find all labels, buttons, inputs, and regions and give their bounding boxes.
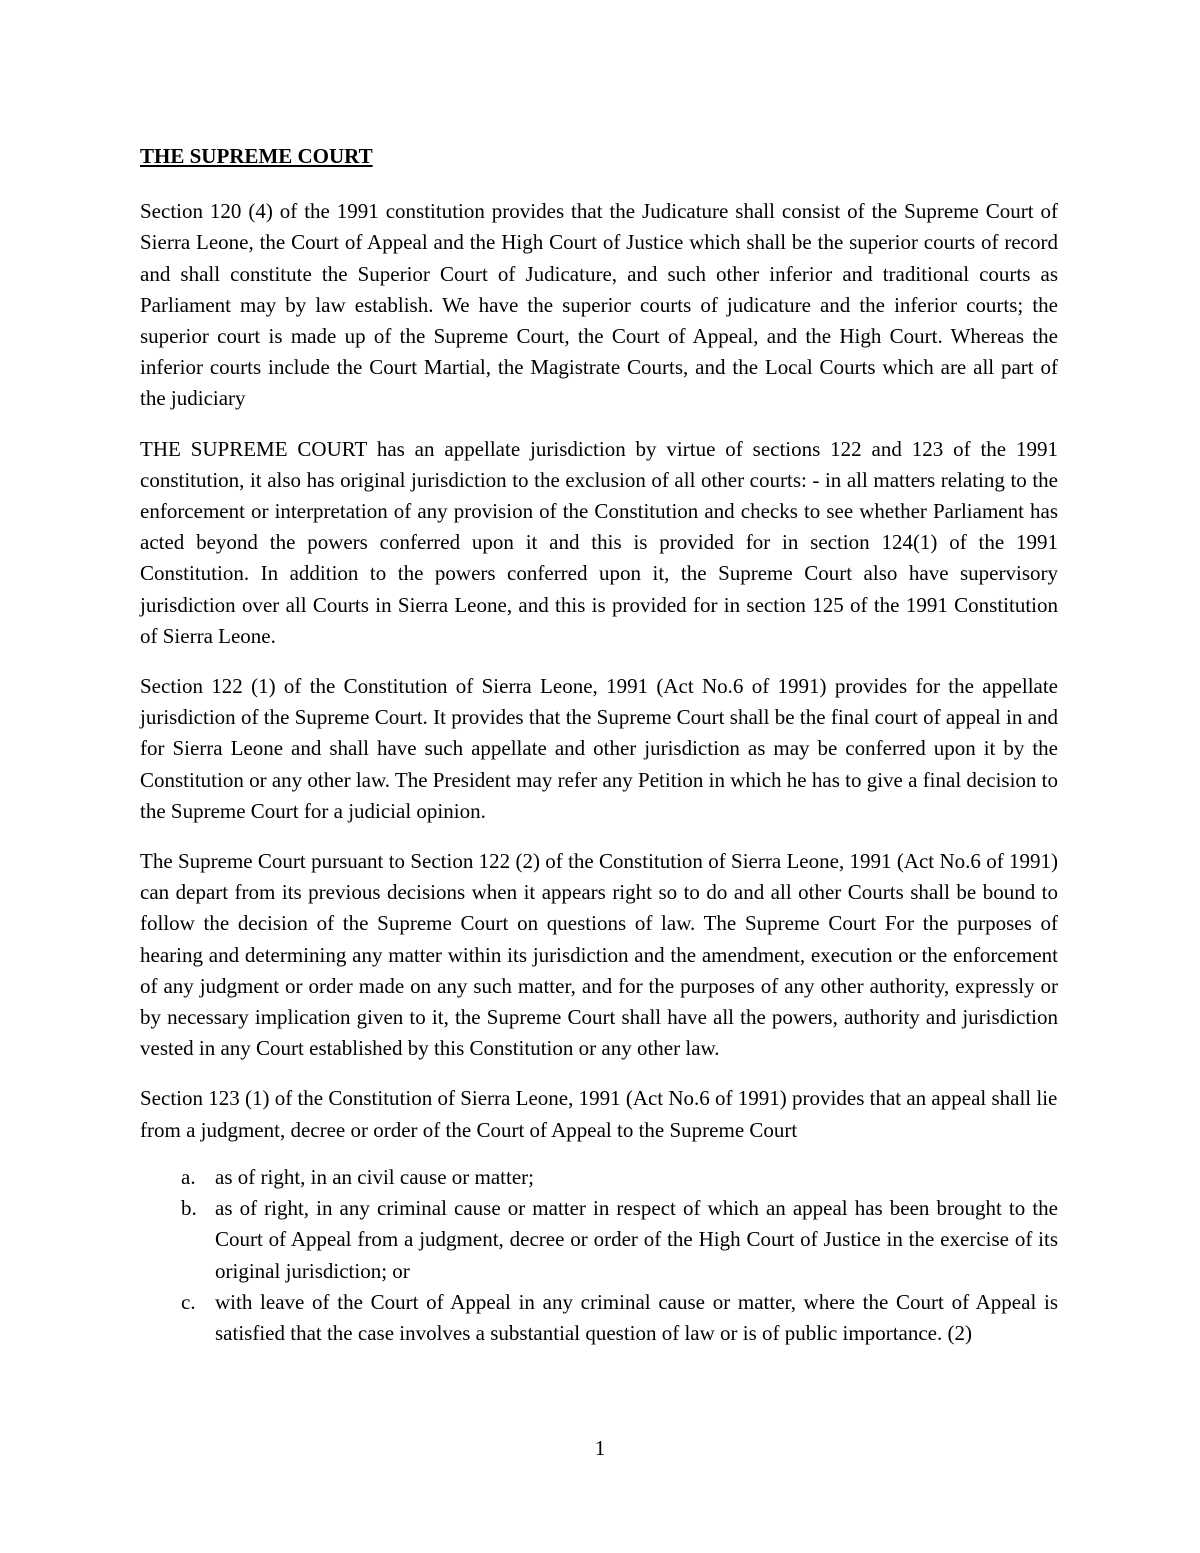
document-title: THE SUPREME COURT: [140, 144, 373, 168]
paragraph-judicature: Section 120 (4) of the 1991 constitution provides that the Judicature shall consist of the Supreme Court of Sierra Leone, the Court of Appeal and the High Court of Justice which shall be the superior courts of record and shall constitute the Superior Court of Judicature, and such other inferior and traditional courts as Parliament may by law establish. We have the superior courts of judicature and the inferior courts; the superior court is made up of the Supreme Court, the Court of Appeal, and the High Court. Whereas the inferior courts include the Court Martial, the Magistrate Courts, and the Local Courts which are all part of the judiciary: [140, 199, 1058, 411]
list-item: [140, 1162, 1058, 1193]
list-item: [140, 1193, 1058, 1287]
paragraph-section-122-1: Section 122 (1) of the Constitution of Sierra Leone, 1991 (Act No.6 of 1991) provides for the appellate jurisdiction of the Supreme Court. It provides that the Supreme Court shall be the final court of appeal in and for Sierra Leone and shall have such appellate and other jurisdiction as may be conferred upon it by the Constitution or any other law. The President may refer any Petition in which he has to give a final decision to the Supreme Court for a judicial opinion.: [140, 674, 1058, 823]
list-marker: b.: [181, 1196, 197, 1221]
paragraph-jurisdiction: THE SUPREME COURT has an appellate jurisdiction by virtue of sections 122 and 123 of the 1991 constitution, it also has original jurisdiction to the exclusion of all other courts: - in all matters relating to the enforcement or interpretation of any provision of the Constitution and checks to see whether Parliament has acted beyond the powers conferred upon it and this is provided for in section 124(1) of the 1991 Constitution. In addition to the powers conferred upon it, the Supreme Court also have supervisory jurisdiction over all Courts in Sierra Leone, and this is provided for in section 125 of the 1991 Constitution of Sierra Leone.: [140, 436, 1058, 648]
list-item-text: as of right, in an civil cause or matter;: [215, 1164, 534, 1189]
paragraph-section-122-2: The Supreme Court pursuant to Section 122 (2) of the Constitution of Sierra Leone, 1991 (Act No.6 of 1991) can depart from its previous decisions when it appears right so to do and all other Courts shall be bound to follow the decision of the Supreme Court on questions of law. The Supreme Court For the purposes of hearing and determining any matter within its jurisdiction and the amendment, execution or the enforcement of any judgment or order made on any such matter, and for the purposes of any other authority, expressly or by necessary implication given to it, the Supreme Court shall have all the powers, authority and jurisdiction vested in any Court established by this Constitution or any other law.: [140, 849, 1058, 1061]
list-item-text: with leave of the Court of Appeal in any criminal cause or matter, where the Court of Appeal is satisfied that the case involves a substantial question of law or is of public importance. (2): [215, 1289, 1058, 1345]
list-marker: c.: [181, 1289, 196, 1314]
paragraph-section-123-1: Section 123 (1) of the Constitution of Sierra Leone, 1991 (Act No.6 of 1991) provides that an appeal shall lie from a judgment, decree or order of the Court of Appeal to the Supreme Court: [140, 1086, 1058, 1142]
list-item: [140, 1287, 1058, 1349]
page-number: 1: [594, 1436, 606, 1460]
list-marker: a.: [181, 1164, 196, 1189]
list-item-text: as of right, in any criminal cause or matter in respect of which an appeal has been brought to the Court of Appeal from a judgment, decree or order of the High Court of Justice in the exercise of its original jurisdiction; or: [215, 1196, 1058, 1283]
document-body: [140, 141, 1058, 1349]
appeal-conditions-list: [140, 1162, 1058, 1349]
